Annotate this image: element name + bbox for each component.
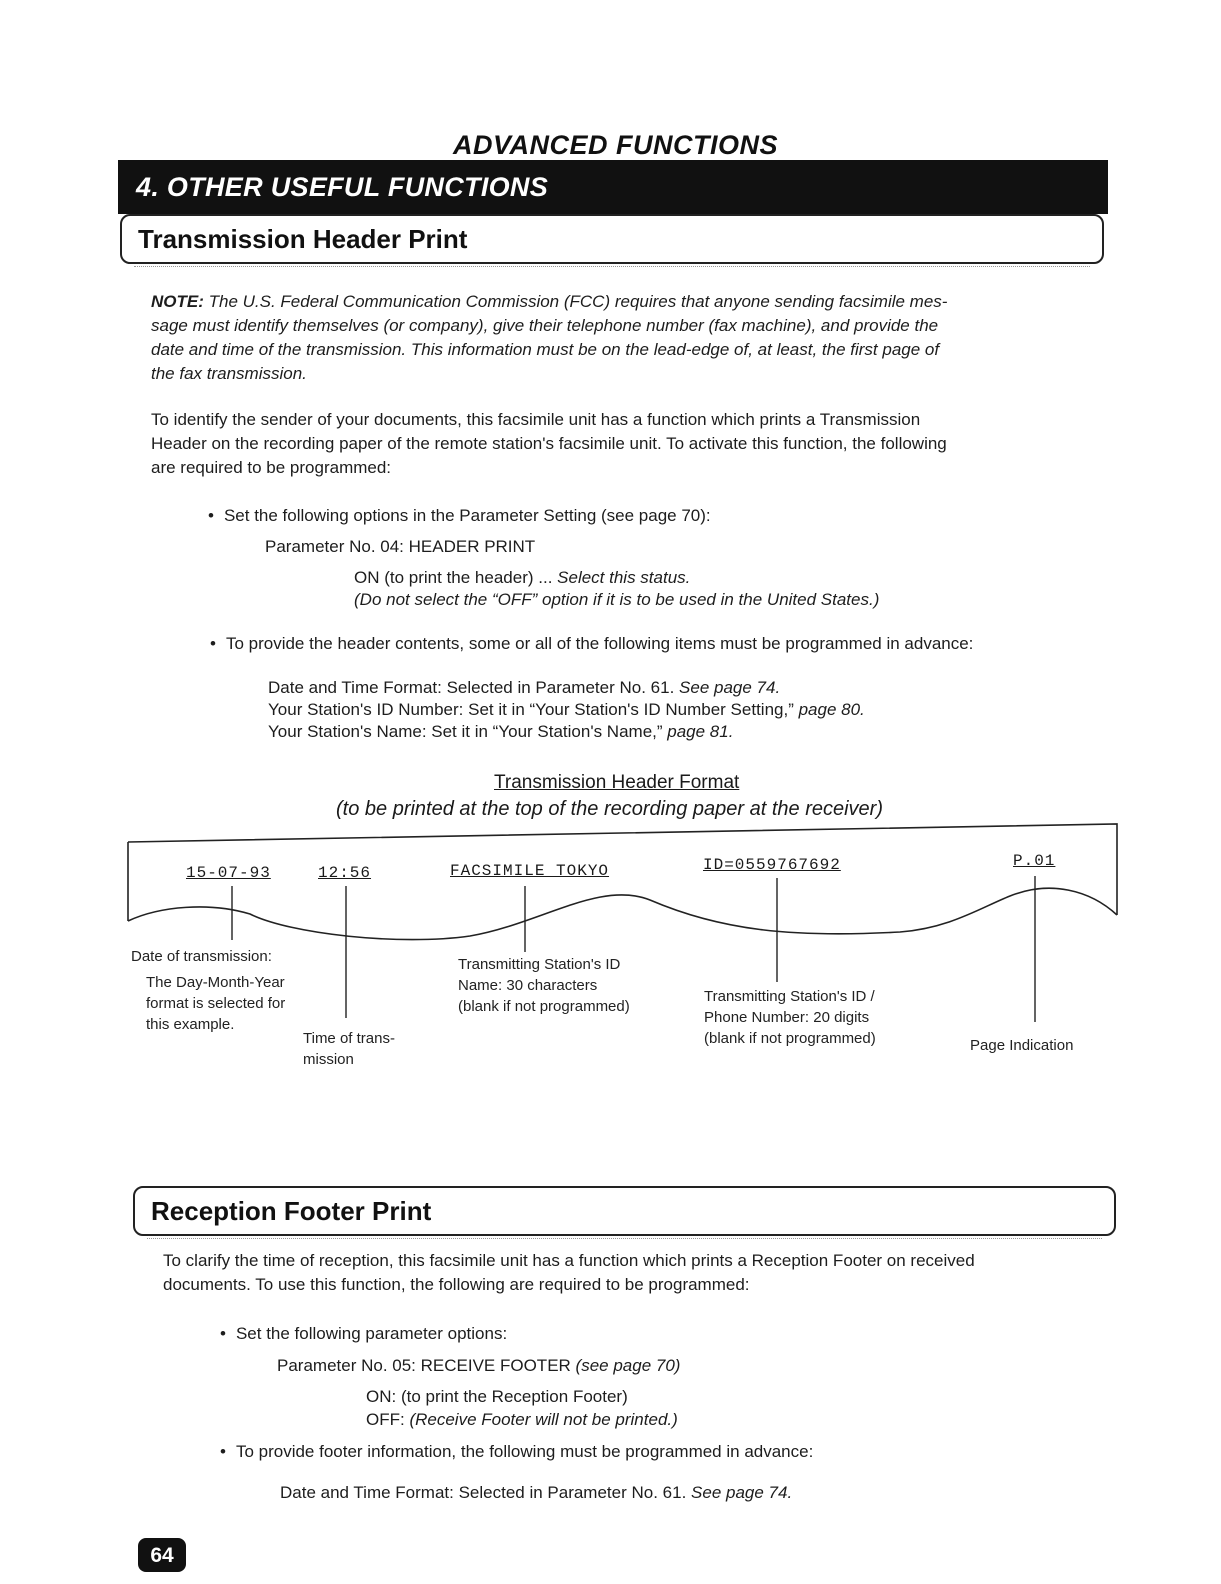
station-name-ref: page 81. (667, 722, 734, 741)
date-label-desc (146, 972, 285, 1035)
station-id-text: Your Station's ID Number: Set it in “Your Station's ID Number Setting,” (268, 700, 799, 719)
header-station-name: FACSIMILE TOKYO (450, 862, 610, 880)
name-desc-line: (blank if not programmed) (458, 998, 630, 1015)
footer-on-line (366, 1385, 628, 1409)
parameter-05-text: Parameter No. 05: RECEIVE FOOTER (277, 1356, 576, 1375)
header-time: 12:56 (318, 864, 372, 882)
footer-off-line (366, 1408, 678, 1432)
date-time-format-ref: See page 74. (679, 678, 781, 697)
name-desc-line: Name: 30 characters (458, 977, 598, 994)
parameter-04-line: Parameter No. 04: HEADER PRINT (265, 537, 536, 556)
intro-line: Header on the recording paper of the remote station's facsimile unit. To activate this function, the following (151, 434, 947, 453)
note-label: NOTE: (151, 292, 204, 311)
intro-line: To identify the sender of your documents, this facsimile unit has a function which prints a Transmission (151, 410, 921, 429)
transmission-header-title: Transmission Header Print (120, 214, 1104, 264)
reception-footer-title: Reception Footer Print (133, 1186, 1116, 1236)
paper-edge (128, 824, 1117, 915)
paper-torn-edge (128, 888, 1117, 939)
time-desc-line: Time of trans- (303, 1030, 395, 1047)
bullet-footer-info: • To provide footer information, the following must be programmed in advance: (220, 1440, 813, 1464)
id-desc-line: Phone Number: 20 digits (704, 1009, 870, 1026)
date-time-format-text: Date and Time Format: Selected in Parameter No. 61. (268, 678, 680, 697)
bullet-parameter-options: • Set the following parameter options: (220, 1322, 507, 1346)
header-page: P.01 (1013, 852, 1056, 870)
date-label-title: Date of transmission: (131, 948, 272, 965)
page-number-badge: 64 (138, 1538, 186, 1572)
format-subtitle: (to be printed at the top of the recording paper at the receiver) (336, 798, 883, 820)
note-line: sage must identify themselves (or company), give their telephone number (fax machine), and provide the (151, 316, 939, 335)
off-warning-line: (Do not select the “OFF” option if it is to be used in the United States.) (354, 590, 880, 609)
footer-on-text: (to print the Reception Footer) (396, 1387, 628, 1406)
intro-line: are required to be programmed: (151, 458, 392, 477)
footer-off-label: OFF: (366, 1410, 405, 1429)
bullet-parameter-setting: • Set the following options in the Parameter Setting (see page 70): (208, 504, 711, 528)
parameter-05-ref: (see page 70) (575, 1356, 681, 1375)
footer-date-format-line (280, 1481, 792, 1505)
header-station-id: ID=0559767692 (703, 856, 841, 874)
format-title: Transmission Header Format (494, 772, 740, 793)
note-line: date and time of the transmission. This information must be on the lead-edge of, at least, the first page of (151, 340, 940, 359)
chapter-title: ADVANCED FUNCTIONS (453, 130, 778, 160)
bullet-header-contents: • To provide the header contents, some or all of the following items must be programmed in advance: (210, 632, 973, 656)
name-desc-line: Transmitting Station's ID (458, 956, 621, 973)
station-id-ref: page 80. (798, 700, 865, 719)
note-line: The U.S. Federal Communication Commission (FCC) requires that anyone sending facsimile mes- (208, 292, 948, 311)
page-indication-label: Page Indication (970, 1037, 1074, 1054)
id-desc-line: (blank if not programmed) (704, 1030, 876, 1047)
id-label (704, 986, 876, 1049)
time-desc-line: mission (303, 1051, 354, 1068)
station-name-text: Your Station's Name: Set it in “Your Station's Name,” (268, 722, 668, 741)
reception-intro-line: documents. To use this function, the following are required to be programmed: (163, 1275, 750, 1294)
header-date: 15-07-93 (186, 864, 271, 882)
section-title: 4. OTHER USEFUL FUNCTIONS (118, 160, 1108, 214)
parameter-05-line (277, 1354, 680, 1378)
footer-off-text: (Receive Footer will not be printed.) (404, 1410, 678, 1429)
footer-date-format-ref: See page 74. (691, 1483, 793, 1502)
reception-intro-line: To clarify the time of reception, this facsimile unit has a function which prints a Reception Footer on received (163, 1251, 975, 1270)
date-desc-line: this example. (146, 1016, 235, 1033)
name-label (458, 954, 630, 1017)
date-desc-line: format is selected for (146, 995, 286, 1012)
note-line: the fax transmission. (151, 364, 307, 383)
date-desc-line: The Day-Month-Year (146, 974, 285, 991)
id-desc-line: Transmitting Station's ID / (704, 988, 875, 1005)
on-status-hint: Select this status. (557, 568, 691, 587)
on-status-text: ON (to print the header) ... (354, 568, 558, 587)
time-label (303, 1028, 395, 1070)
footer-on-label: ON: (366, 1387, 397, 1406)
reception-intro-paragraph (163, 1249, 1133, 1297)
footer-date-format-text: Date and Time Format: Selected in Parameter No. 61. (280, 1483, 692, 1502)
